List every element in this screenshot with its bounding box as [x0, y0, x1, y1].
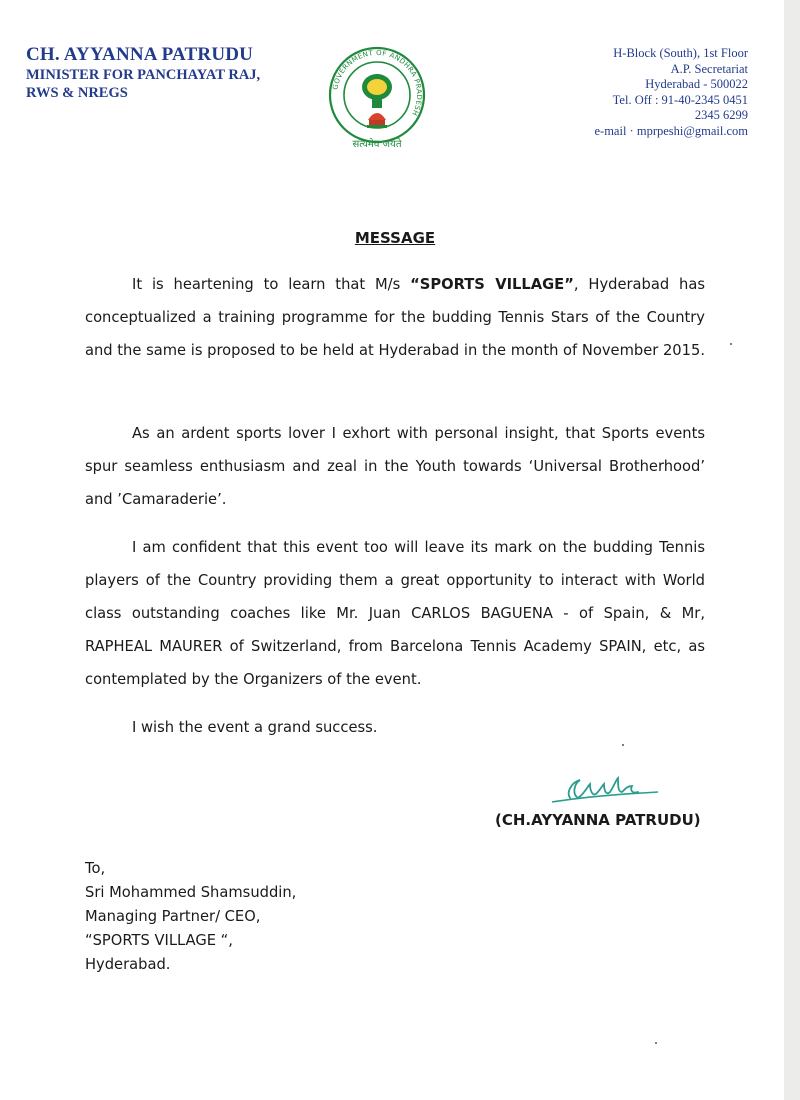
recipient-address	[85, 857, 296, 977]
p4-text: I wish the event a grand success.	[132, 719, 378, 736]
recipient-line: Hyderabad.	[85, 956, 171, 973]
address-phone: Tel. Off : 91-40-2345 0451	[612, 92, 748, 107]
address-line: Hyderabad - 500022	[645, 77, 748, 91]
sender-name: CH. AYYANNA PATRUDU	[26, 44, 254, 65]
letterhead-sender	[26, 44, 260, 102]
address-line: A.P. Secretariat	[670, 61, 748, 76]
scan-speck	[622, 744, 624, 746]
signatory-name: (CH.AYYANNA PATRUDU)	[495, 811, 701, 829]
p3-text: I am confident that this event too will leave its mark on the budding Tennis players of the Country providing them a great opportunity to interact with World class outstanding coaches like Mr. Juan CARLOS BAGUENA - of Spain, & Mr, RAPHEAL MAURER of Switzerland, from Barcelona Tennis Academy SPAIN, etc, as contemplated by the Organizers of the event.	[85, 539, 705, 688]
scan-edge	[784, 0, 800, 1100]
address-phone-2: 2345 6299	[694, 108, 748, 122]
recipient-line: Sri Mohammed Shamsuddin,	[85, 884, 297, 901]
recipient-line: Managing Partner/ CEO,	[85, 908, 261, 925]
recipient-line: “SPORTS VILLAGE “,	[85, 932, 233, 949]
scan-speck	[730, 343, 732, 345]
paragraph-2	[85, 417, 705, 516]
letterhead-address	[595, 46, 749, 139]
address-line: H-Block (South), 1st Floor	[613, 46, 748, 60]
recipient-line: To,	[85, 860, 106, 877]
p2-text: As an ardent sports lover I exhort with personal insight, that Sports events spur seamless enthusiasm and zeal in the Youth towards ‘Universal Brotherhood’ and ’Camaraderie’.	[85, 425, 705, 508]
sender-title-line1: MINISTER FOR PANCHAYAT RAJ,	[26, 67, 261, 83]
paragraph-4	[85, 711, 705, 744]
scan-speck	[655, 1042, 657, 1044]
paragraph-1	[85, 268, 705, 367]
p1-text-end: , Hyderabad has conceptualized a training programme for the budding Tennis Stars of the Country and the same is proposed to be held at Hyderabad in the month of November 2015.	[85, 276, 706, 359]
paragraph-3	[85, 531, 705, 696]
handwritten-signature	[548, 770, 668, 810]
emblem-ring-text-path: GOVERNMENT OF ANDHRA PRADESH	[331, 48, 424, 118]
emblem-motto: सत्यमेव जयते	[352, 139, 402, 150]
message-heading: MESSAGE	[354, 229, 436, 247]
p1-org-name: “SPORTS VILLAGE”	[410, 276, 574, 293]
address-email: e-mail · mprpeshi@gmail.com	[594, 123, 748, 138]
sender-title-line2: RWS & NREGS	[26, 85, 128, 101]
p1-text-start: It is heartening to learn that M/s	[132, 276, 411, 293]
